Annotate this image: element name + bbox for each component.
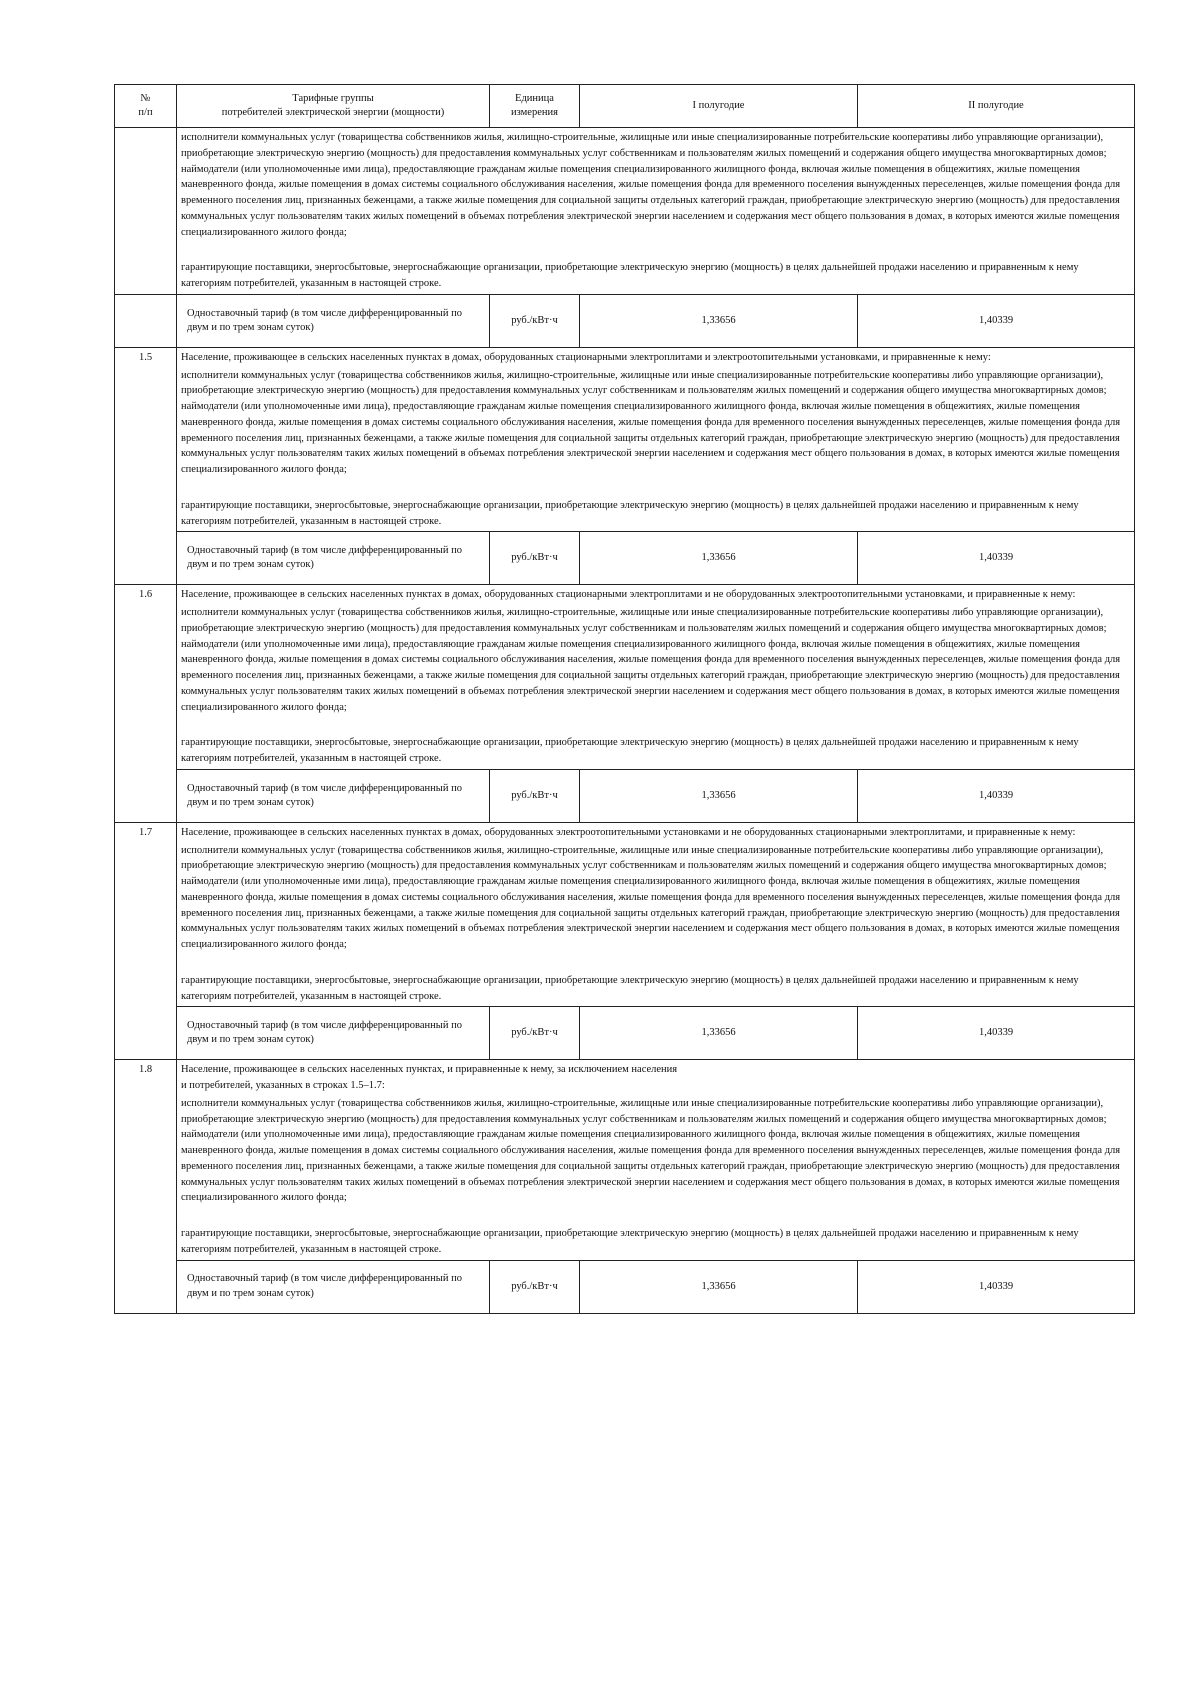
row-description (177, 128, 1135, 295)
rate-half-1: 1,33656 (580, 1007, 858, 1060)
paragraph-executors: исполнители коммунальных услуг (товарищества собственников жилья, жилищно-строительные, жилищные или иные специализированные потребительские кооперативы либо управляющие организации), приобретающие электрическую энергию (мощность) для предоставления коммунальных услуг собственникам и пользователям жилых помещений и содержания общего имущества многоквартирных домов; (181, 844, 1107, 872)
row-number: 1.5 (115, 347, 177, 585)
row-number: 1.8 (115, 1060, 177, 1313)
rate-label: Одноставочный тариф (в том числе дифференцированный по двум и по трем зонам суток) (177, 1007, 490, 1060)
paragraph-executors: исполнители коммунальных услуг (товарищества собственников жилья, жилищно-строительные, жилищные или иные специализированные потребительские кооперативы либо управляющие организации), приобретающие электрическую энергию (мощность) для предоставления коммунальных услуг собственникам и пользователям жилых помещений и содержания общего имущества многоквартирных домов; (181, 1097, 1107, 1125)
row-intro: Население, проживающее в сельских населенных пунктах в домах, оборудованных стационарными электроплитами и электроотопительными установками, и приравненные к нему: (181, 351, 991, 363)
row-intro: Население, проживающее в сельских населенных пунктах в домах, оборудованных электроотопительными установками и не оборудованных стационарными электроплитами, и приравненные к нему: (181, 826, 1076, 838)
paragraph-executors: исполнители коммунальных услуг (товарищества собственников жилья, жилищно-строительные, жилищные или иные специализированные потребительские кооперативы либо управляющие организации), приобретающие электрическую энергию (мощность) для предоставления коммунальных услуг собственникам и пользователям жилых помещений и содержания общего имущества многоквартирных домов; (181, 369, 1107, 397)
row-number: 1.6 (115, 585, 177, 823)
row-description (177, 1060, 1135, 1260)
rate-label: Одноставочный тариф (в том числе дифференцированный по двум и по трем зонам суток) (177, 294, 490, 347)
table-row (115, 822, 1135, 1007)
header-unit (490, 85, 580, 128)
paragraph-executors: исполнители коммунальных услуг (товарищества собственников жилья, жилищно-строительные, жилищные или иные специализированные потребительские кооперативы либо управляющие организации), приобретающие электрическую энергию (мощность) для предоставления коммунальных услуг собственникам и пользователям жилых помещений и содержания общего имущества многоквартирных домов; (181, 607, 1107, 634)
paragraph-landlords: наймодатели (или уполномоченные ими лица), предоставляющие гражданам жилые помещения специализированного жилищного фонда, включая жилые помещения в общежитиях, жилые помещения маневренного фонда, жилые помещения в домах системы социального обслуживания населения, жилые помещения фонда для временного поселения вынужденных переселенцев, жилые помещения фонда для временного поселения лиц, признанных беженцами, а также жилые помещения для социальной защиты отдельных категорий граждан, приобретающие электрическую энергию (мощность) для предоставления коммунальных услуг пользователям таких жилых помещений в объемах потребления электрической энергии населением и содержания мест общего пользования в домах, в которых имеются жилые помещения специализированного жилого фонда; (181, 1129, 1121, 1204)
header-num (115, 85, 177, 128)
paragraph-executors: исполнители коммунальных услуг (товарищества собственников жилья, жилищно-строительные, жилищные или иные специализированные потребительские кооперативы либо управляющие организации), приобретающие электрическую энергию (мощность) для предоставления коммунальных услуг собственникам и пользователям жилых помещений и содержания общего имущества многоквартирных домов; (181, 132, 1107, 159)
tariff-rate-row (115, 1260, 1135, 1313)
rate-half-2: 1,40339 (858, 1007, 1135, 1060)
row-intro: Население, проживающее в сельских населенных пунктах, и приравненные к нему, за исключением населения и потребителей, указанных в строках 1.5–1.7: (181, 1064, 678, 1091)
header-half-1: I полугодие (580, 85, 858, 128)
tariff-rate-row (115, 532, 1135, 585)
paragraph-suppliers: гарантирующие поставщики, энергосбытовые, энергоснабжающие организации, приобретающие электрическую энергию (мощность) в целях дальнейшей продажи населению и приравненным к нему категориям потребителей, указанным в настоящей строке. (181, 737, 1079, 764)
table-header (115, 85, 1135, 128)
rate-unit: руб./кВт·ч (490, 1260, 580, 1313)
header-group-text: Тарифные группы потребителей электрической энергии (мощности) (221, 92, 445, 118)
rate-half-2: 1,40339 (858, 294, 1135, 347)
row-number: 1.7 (115, 822, 177, 1060)
row-intro: Население, проживающее в сельских населенных пунктах в домах, оборудованных стационарными электроплитами и не оборудованных электроотопительными установками, и приравненные к нему: (181, 589, 1076, 601)
tariff-table (114, 84, 1135, 1314)
header-num-text: № п/п (138, 92, 153, 118)
rate-half-2: 1,40339 (858, 1260, 1135, 1313)
paragraph-suppliers: гарантирующие поставщики, энергосбытовые, энергоснабжающие организации, приобретающие электрическую энергию (мощность) в целях дальнейшей продажи населению и приравненным к нему категориям потребителей, указанным в настоящей строке. (181, 262, 1079, 289)
rate-label: Одноставочный тариф (в том числе дифференцированный по двум и по трем зонам суток) (177, 769, 490, 822)
rate-half-1: 1,33656 (580, 769, 858, 822)
paragraph-landlords: наймодатели (или уполномоченные ими лица), предоставляющие гражданам жилые помещения специализированного жилищного фонда, включая жилые помещения в общежитиях, жилые помещения маневренного фонда, жилые помещения в домах системы социального обслуживания населения, жилые помещения фонда для временного поселения вынужденных переселенцев, жилые помещения фонда для временного поселения лиц, признанных беженцами, а также жилые помещения для социальной защиты отдельных категорий граждан, приобретающие электрическую энергию (мощность) для предоставления коммунальных услуг пользователям таких жилых помещений в объемах потребления электрической энергии населением и содержания мест общего пользования в домах, в которых имеются жилые помещения специализированного жилого фонда; (181, 876, 1121, 950)
header-unit-text: Единица измерения (511, 92, 558, 118)
table-row (115, 347, 1135, 532)
rate-half-2: 1,40339 (858, 532, 1135, 585)
header-group (177, 85, 490, 128)
rate-unit: руб./кВт·ч (490, 294, 580, 347)
paragraph-suppliers: гарантирующие поставщики, энергосбытовые, энергоснабжающие организации, приобретающие электрическую энергию (мощность) в целях дальнейшей продажи населению и приравненным к нему категориям потребителей, указанным в настоящей строке. (181, 1228, 1079, 1255)
rate-unit: руб./кВт·ч (490, 769, 580, 822)
tariff-rate-row (115, 294, 1135, 347)
rate-label: Одноставочный тариф (в том числе дифференцированный по двум и по трем зонам суток) (177, 1260, 490, 1313)
paragraph-suppliers: гарантирующие поставщики, энергосбытовые, энергоснабжающие организации, приобретающие электрическую энергию (мощность) в целях дальнейшей продажи населению и приравненным к нему категориям потребителей, указанным в настоящей строке. (181, 499, 1079, 527)
table-row (115, 585, 1135, 770)
paragraph-suppliers: гарантирующие поставщики, энергосбытовые, энергоснабжающие организации, приобретающие электрическую энергию (мощность) в целях дальнейшей продажи населению и приравненным к нему категориям потребителей, указанным в настоящей строке. (181, 974, 1079, 1002)
rate-half-1: 1,33656 (580, 1260, 858, 1313)
rate-half-1: 1,33656 (580, 532, 858, 585)
row-description (177, 585, 1135, 770)
rate-half-2: 1,40339 (858, 769, 1135, 822)
row-description (177, 347, 1135, 532)
header-half-2: II полугодие (858, 85, 1135, 128)
rate-label: Одноставочный тариф (в том числе дифференцированный по двум и по трем зонам суток) (177, 532, 490, 585)
table-row-continuation (115, 128, 1135, 295)
paragraph-landlords: наймодатели (или уполномоченные ими лица), предоставляющие гражданам жилые помещения специализированного жилищного фонда, включая жилые помещения в общежитиях, жилые помещения маневренного фонда, жилые помещения в домах системы социального обслуживания населения, жилые помещения фонда для временного поселения вынужденных переселенцев, жилые помещения фонда для временного поселения лиц, признанных беженцами, а также жилые помещения для социальной защиты отдельных категорий граждан, приобретающие электрическую энергию (мощность) для предоставления коммунальных услуг пользователям таких жилых помещений в объемах потребления электрической энергии населением и содержания мест общего пользования в домах, в которых имеются жилые помещения специализированного жилого фонда; (181, 163, 1121, 238)
paragraph-landlords: наймодатели (или уполномоченные ими лица), предоставляющие гражданам жилые помещения специализированного жилищного фонда, включая жилые помещения в общежитиях, жилые помещения маневренного фонда, жилые помещения в домах системы социального обслуживания населения, жилые помещения фонда для временного поселения вынужденных переселенцев, жилые помещения фонда для временного поселения лиц, признанных беженцами, а также жилые помещения для социальной защиты отдельных категорий граждан, приобретающие электрическую энергию (мощность) для предоставления коммунальных услуг пользователям таких жилых помещений в объемах потребления электрической энергии населением и содержания мест общего пользования в домах, в которых имеются жилые помещения специализированного жилого фонда; (181, 401, 1121, 475)
tariff-rate-row (115, 769, 1135, 822)
rate-unit: руб./кВт·ч (490, 532, 580, 585)
row-number-empty (115, 128, 177, 295)
rate-half-1: 1,33656 (580, 294, 858, 347)
row-number-empty (115, 294, 177, 347)
row-description (177, 822, 1135, 1007)
paragraph-landlords: наймодатели (или уполномоченные ими лица), предоставляющие гражданам жилые помещения специализированного жилищного фонда, включая жилые помещения в общежитиях, жилые помещения маневренного фонда, жилые помещения в домах системы социального обслуживания населения, жилые помещения фонда для временного поселения вынужденных переселенцев, жилые помещения фонда для временного поселения лиц, признанных беженцами, а также жилые помещения для социальной защиты отдельных категорий граждан, приобретающие электрическую энергию (мощность) для предоставления коммунальных услуг пользователям таких жилых помещений в объемах потребления электрической энергии населением и содержания мест общего пользования в домах, в которых имеются жилые помещения специализированного жилого фонда; (181, 638, 1121, 713)
rate-unit: руб./кВт·ч (490, 1007, 580, 1060)
tariff-rate-row (115, 1007, 1135, 1060)
table-row (115, 1060, 1135, 1260)
